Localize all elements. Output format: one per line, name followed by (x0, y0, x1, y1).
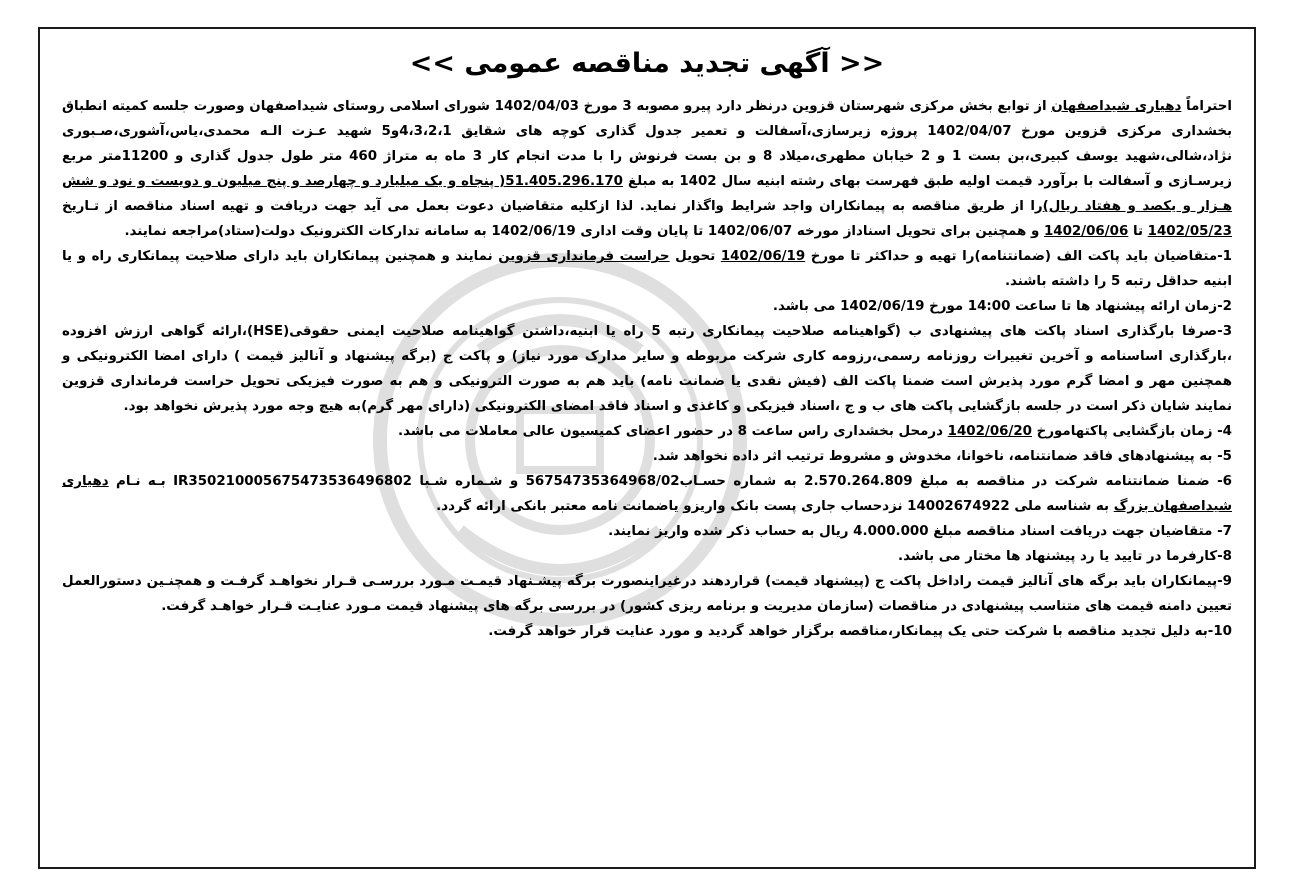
item-9: 9-پیمانکاران باید برگه های آنالیز قیمت راداخل پاکت ج (پیشنهاد قیمت) قراردهند درغیراینصورت برگه پیشـنهاد قیمـت مـورد بررسـی قـرار نخواهـد گرفـت و همچنـین دستورالعمل تعیین دامنه قیمت های متناسب پیشنهادی در مناقصات (سازمان مدیریت و برنامه ریزی کشور) در بررسی برگه های پیشنهاد قیمت مـورد عنایـت قـرار خواهـد گرفت. (62, 574, 1232, 614)
intro-text: از توابع بخش مرکزی شهرستان قزوین درنظر دارد پیرو مصوبه 3 مورخ 1402/04/03 شورای اسلامی روستای شیداصفهان وصورت جلسه کمیته انطباق بخشداری مرکزی قزوین مورخ 1402/04/07 پروژه زیرسازی،آسفالت و تعمیر جدول گذاری کوچه های شقایق 4،3،2،1و5 شهید عـزت الـه محمدی،یاس،آشوری،صـبوری نژاد،شالی،شهید یوسف کبیری،بن بست 1 و 2 خیابان مطهری،میلاد 8 و بن بست فرنوش را با مدت انجام کار 3 ماه به متراژ 460 متر طول جدول گذاری و 11200متر مربع زیرسـازی و آسفالت با برآورد قیمت اولیه طبق فهرست بهای رشته ابنیه سال 1402 به مبلغ (62, 99, 1233, 189)
intro-date-underline: 1402/05/23 (1147, 224, 1232, 239)
item-text: 4- زمان بازگشایی پاکتهامورخ (1032, 424, 1232, 439)
item-5: 5- به پیشنهادهای فاقد ضمانتنامه، ناخوانا، مخدوش و مشروط ترتیب اثر داده نخواهد شد. (652, 449, 1232, 464)
item-underline: حراست فرمانداری قزوین (498, 249, 670, 264)
notice-title: << آگهی تجدید مناقصه عمومی >> (409, 48, 885, 79)
item-text: 6- ضمنا ضمانتنامه شرکت در مناقصه به مبلغ 2.570.264.809 به شماره حسـاب56754735364968/02 و شـماره شـبا IR350210005675473536496802 بـه نـام (108, 474, 1232, 489)
intro-amount-underline: 51.405.296.170( پنجاه و یک میلیارد و چهارصد و پنج میلیون و دویست و نود و شش هـزار و یکصد و هفتاد ریال) (62, 174, 1233, 214)
item-text: به شناسه ملی 14002674922 نزدحساب جاری پست بانک واریزو یاضمانت نامه معتبر بانکی ارائه گردد. (436, 499, 1114, 514)
intro-date-underline: 1402/06/06 (1043, 224, 1129, 239)
item-4 (62, 419, 1232, 444)
item-text: نمایند و همچنین پیمانکاران باید دارای صلاحیت پیمانکاری راه و یا ابنیه حداقل رتبه 5 را داشته باشند. (62, 249, 1232, 289)
item-text: 1-متقاضیان باید پاکت الف (ضمانتنامه)را تهیه و حداکثر تا مورخ (805, 249, 1232, 264)
item-6 (62, 469, 1232, 519)
item-underline: 1402/06/20 (947, 424, 1032, 439)
intro-text: و همچنین برای تحویل اسناداز مورخه 1402/06/07 تا پایان وقت اداری 1402/06/19 به سامانه تدارکات الکترونیک دولت(ستاد)مراجعه نمایند. (124, 224, 1044, 239)
item-7: 7- متقاضیان جهت دریافت اسناد مناقصه مبلغ 4.000.000 ریال به حساب ذکر شده واریز نمایند. (608, 524, 1232, 539)
intro-text: را از طریق مناقصه به پیمانکاران واجد شرایط واگذار نماید. لذا ازکلیه متقاضیان دعوت بعمل می آید جهت دریافت و تهیه اسناد مناقصه از تـاریخ (62, 199, 1043, 214)
notice-body (62, 94, 1232, 644)
intro-paragraph (62, 94, 1232, 244)
item-10: 10-به دلیل تجدید مناقصه با شرکت حتی یک پیمانکار،مناقصه برگزار خواهد گردید و مورد عنایت قرار خواهد گرفت. (488, 624, 1232, 639)
intro-text: احتراماً (1181, 99, 1232, 114)
intro-underline: دهیاری شیداصفهان (1051, 99, 1182, 114)
intro-text: تا (1128, 224, 1148, 239)
item-1 (62, 244, 1232, 294)
item-text: تحویل (669, 249, 721, 264)
item-8: 8-کارفرما در تایید یا رد پیشنهاد ها مختار می باشد. (898, 549, 1232, 564)
item-text: درمحل بخشداری راس ساعت 8 در حضور اعضای کمیسیون عالی معاملات می باشد. (398, 424, 948, 439)
item-2: 2-زمان ارائه پیشنهاد ها تا ساعت 14:00 مورخ 1402/06/19 می باشد. (772, 299, 1232, 314)
item-underline: دهیاری شیداصفهان بزرگ (62, 474, 1232, 514)
item-underline: 1402/06/19 (720, 249, 806, 264)
item-3: 3-صرفا بارگذاری اسناد پاکت های پیشنهادی ب (گواهینامه صلاحیت پیمانکاری رتبه 5 راه یا ابنیه،داشتن گواهینامه صلاحیت ایمنی حقوقی(HSE)،ارائه گواهی ارزش افزوده ،بارگذاری اساسنامه و آخرین تغییرات روزنامه رسمی،رزومه کاری شرکت مربوطه و سایر مدارک مورد نیاز) و پاکت ج (برگه پیشنهاد و آنالیز قیمت ) دارای امضا الکترونیکی و همچنین مهر و امضا گرم مورد پذیرش است ضمنا پاکت الف (فیش نقدی یا ضمانت نامه) باید هم به صورت الترونیکی و هم به صورت فیزیکی تحویل حراست فرمانداری قزوین نمایند شایان ذکر است در جلسه بازگشایی پاکت های ب و ج ،اسناد فیزیکی و کاغذی و اسناد فاقد امضای الکترونیکی (دارای مهر گرم)به هیچ وجه مورد پذیرش نخواهد بود. (62, 324, 1233, 414)
